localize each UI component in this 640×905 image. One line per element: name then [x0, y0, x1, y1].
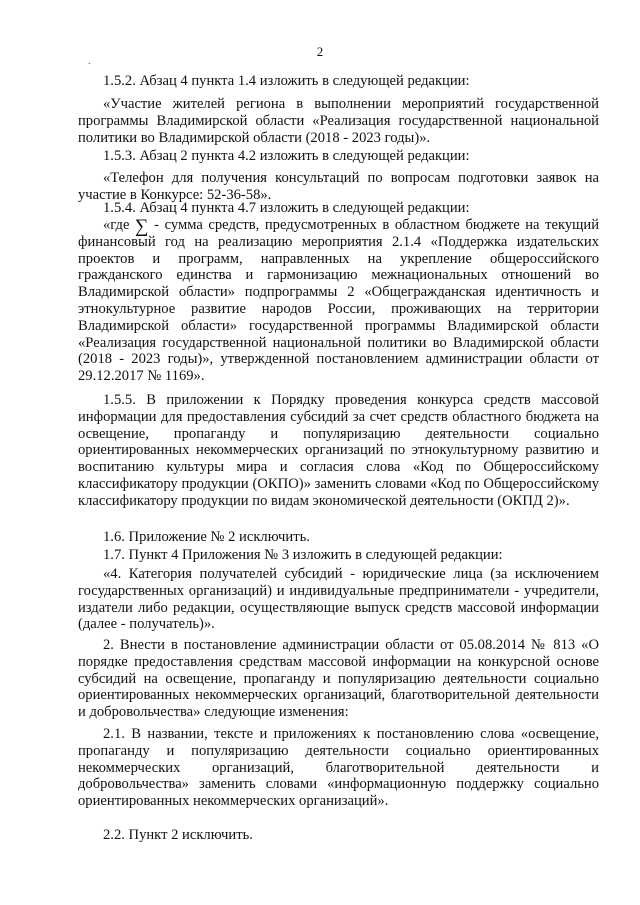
paragraph-2-1: 2.1. В названии, тексте и приложениях к постановлению слова «освещение, пропаганду и популяризацию деятельности социально ориентированных некоммерческих организаций, благотворительной деятельности и добровольчества» заменить словами «информационную поддержку социально ориентированных некоммерческих организаций».	[78, 726, 599, 810]
sum-symbol: ∑	[135, 216, 149, 237]
paragraph-1-5-5: 1.5.5. В приложении к Порядку проведения конкурса средств массовой информации для предоставления субсидий за счет средств областного бюджета на освещение, пропаганду и популяризацию деятельности социально ориентированных некоммерческих организаций по этнокультурному развитию и воспитанию культуры мира и согласия слова «Код по Общероссийскому классификатору продукции (ОКПО)» заменить словами «Код по Общероссийскому классификатору продукции по видам экономической деятельности (ОКПД 2)».	[78, 392, 599, 509]
scan-dot: .	[88, 56, 91, 67]
paragraph-quote-participation: «Участие жителей региона в выполнении мероприятий государственной программы Владимирской области «Реализация государственной национальной политики во Владимирской области (2018 - 2023 годы)».	[78, 96, 599, 146]
paragraph-1-7: 1.7. Пункт 4 Приложения № 3 изложить в следующей редакции:	[103, 547, 503, 563]
paragraph-1-5-2: 1.5.2. Абзац 4 пункта 1.4 изложить в следующей редакции:	[103, 73, 470, 89]
paragraph-1-6: 1.6. Приложение № 2 исключить.	[103, 529, 310, 545]
page-number: 2	[316, 44, 324, 59]
paragraph-1-5-4: 1.5.4. Абзац 4 пункта 4.7 изложить в следующей редакции:	[103, 200, 470, 216]
paragraph-quote-sum	[78, 217, 599, 385]
quote-where: «где	[103, 217, 130, 233]
quote-sum-text: - сумма средств, предусмотренных в областном бюджете на текущий финансовый год на реализацию мероприятия 2.1.4 «Поддержка издательских проектов и программ, направленных на укрепление общероссийского гражданского единства и гармонизацию межнациональных отношений во Владимирской области» подпрограммы 2 «Общегражданская идентичность и этнокультурное развитие народов России, проживающих на территории Владимирской области» государственной программы Владимирской области «Реализация государственной национальной политики во Владимирской области (2018 - 2023 годы)», утвержденной постановлением администрации области от 29.12.2017 № 1169».	[78, 217, 599, 385]
paragraph-quote-phone: «Телефон для получения консультаций по вопросам подготовки заявок на участие в Конкурсе: 52-36-58».	[78, 170, 599, 203]
paragraph-2: 2. Внести в постановление администрации области от 05.08.2014 № 813 «О порядке предоставления средствам массовой информации на конкурсной основе субсидий на освещение, пропаганду и популяризацию деятельности социально ориентированных некоммерческих организаций, благотворительной деятельности и добровольчества» следующие изменения:	[78, 637, 599, 721]
paragraph-quote-category: «4. Категория получателей субсидий - юридические лица (за исключением государственных организаций) и индивидуальные предприниматели - учредители, издатели либо редакции, осуществляющие выпуск средств массовой информации (далее - получатель)».	[78, 566, 599, 633]
paragraph-2-2: 2.2. Пункт 2 исключить.	[103, 827, 253, 843]
paragraph-1-5-3: 1.5.3. Абзац 2 пункта 4.2 изложить в следующей редакции:	[103, 148, 470, 164]
